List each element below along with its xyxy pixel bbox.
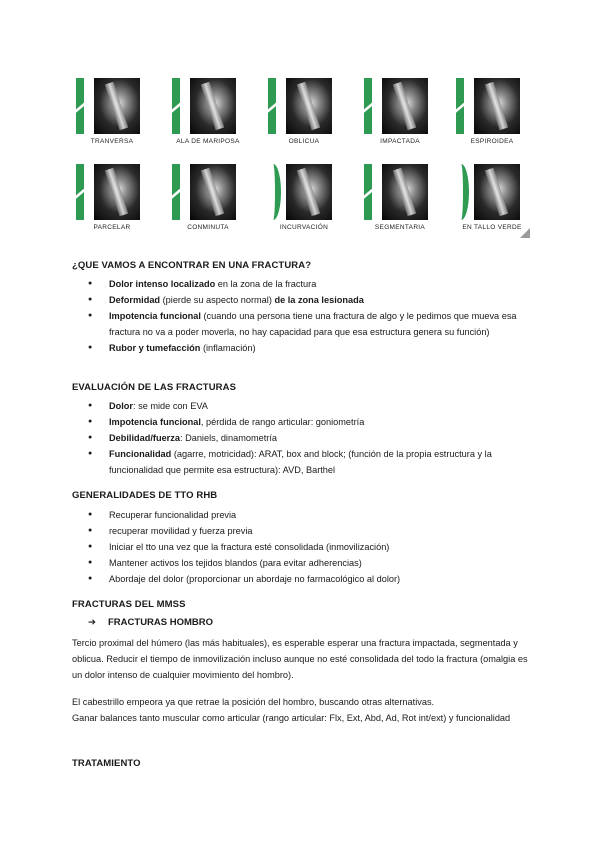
paragraph-balance: Ganar balances tanto muscular como articular (rango articular: Flx, Ext, Abd, Ad, Rot int/ext) y funcionalidad: [72, 713, 511, 723]
list-item: ● Dolor: se mide con EVA: [72, 398, 532, 414]
section-heading-generalities: GENERALIDADES DE TTO RHB: [72, 490, 218, 501]
xray-image: [474, 164, 520, 220]
list-item: ● Dolor intenso localizado en la zona de la fractura: [72, 276, 532, 292]
list-item: ● Debilidad/fuerza: Daniels, dinamometría: [72, 430, 532, 446]
fracture-impacted: [360, 76, 440, 154]
symptoms-list: [72, 276, 532, 356]
fracture-caption: PARCELAR: [93, 224, 131, 231]
fracture-partial: [72, 162, 152, 240]
arrow-right-icon: ➔: [88, 617, 96, 628]
list-item: ● Recuperar funcionalidad previa: [72, 507, 532, 523]
xray-image: [286, 78, 332, 134]
fracture-caption: TRANVERSA: [90, 138, 134, 145]
xray-image: [190, 164, 236, 220]
xray-image: [94, 78, 140, 134]
section-heading-symptoms: ¿QUE VAMOS A ENCONTRAR EN UNA FRACTURA?: [72, 260, 312, 271]
xray-image: [382, 78, 428, 134]
section-heading-evaluation: EVALUACIÓN DE LAS FRACTURAS: [72, 382, 237, 393]
list-item: ● Iniciar el tto una vez que la fractura esté consolidada (inmovilización): [72, 539, 532, 555]
list-item: ● Abordaje del dolor (proporcionar un abordaje no farmacológico al dolor): [72, 571, 532, 587]
list-item: ● Funcionalidad (agarre, motricidad): ARAT, box and block; (función de la propia estructura y la funcionalidad que permite esa estructura): AVD, Barthel: [72, 446, 532, 478]
section-heading-upper-limb: FRACTURAS DEL MMSS: [72, 599, 186, 610]
paragraph-shoulder: Tercio proximal del húmero (las más habituales), es esperable esperar una fractura impactada, segmentada y oblicua. Reducir el tiempo de inmovilización incluso aunque no esté consolidada del todo la fractura (omalgia es un dolor intenso de cualquier movimiento del hombro).: [72, 638, 528, 680]
generalities-list: [72, 507, 532, 587]
xray-image: [474, 78, 520, 134]
fracture-segmental: [360, 162, 440, 240]
page-curl-icon: [520, 228, 530, 238]
subheading-shoulder: ➔ FRACTURAS HOMBRO: [88, 617, 214, 628]
fracture-oblique: [264, 76, 344, 154]
fracture-caption: IMPACTADA: [380, 138, 420, 145]
bone-diagram-icon: [456, 164, 469, 220]
fracture-caption: ALA DE MARIPOSA: [176, 138, 240, 145]
fracture-caption: OBLICUA: [288, 138, 320, 145]
list-item: ● Impotencia funcional (cuando una persona tiene una fractura de algo y le pedimos que mueva esa fractura no va a poder moverla, no hay capacidad para que esa estructura genera su función): [72, 308, 532, 340]
section-heading-treatment: TRATAMIENTO: [72, 758, 141, 769]
fracture-comminuted: [168, 162, 248, 240]
fracture-caption: CONMINUTA: [187, 224, 229, 231]
list-item: ● recuperar movilidad y fuerza previa: [72, 523, 532, 539]
bone-diagram-icon: [268, 164, 281, 220]
list-item: ● Deformidad (pierde su aspecto normal) de la zona lesionada: [72, 292, 532, 308]
xray-image: [94, 164, 140, 220]
list-item: ● Impotencia funcional, pérdida de rango articular: goniometría: [72, 414, 532, 430]
fracture-caption: ESPIROIDEA: [470, 138, 514, 145]
xray-image: [382, 164, 428, 220]
fracture-spiral: [452, 76, 532, 154]
list-item: ● Mantener activos los tejidos blandos (para evitar adherencias): [72, 555, 532, 571]
fracture-caption: SEGMENTARIA: [374, 224, 426, 231]
fracture-butterfly: [168, 76, 248, 154]
figure-row-1: [72, 76, 530, 154]
fracture-caption: INCURVACIÓN: [279, 224, 329, 231]
fracture-types-figure: [72, 76, 530, 238]
evaluation-list: [72, 398, 532, 478]
xray-image: [286, 164, 332, 220]
fracture-caption: EN TALLO VERDE: [462, 224, 522, 231]
xray-image: [190, 78, 236, 134]
list-item: ● Rubor y tumefacción (inflamación): [72, 340, 532, 356]
fracture-transverse: [72, 76, 152, 154]
fracture-bowing: [264, 162, 344, 240]
figure-row-2: [72, 162, 530, 240]
paragraph-sling: El cabestrillo empeora ya que retrae la posición del hombro, buscando otras alternativas.: [72, 697, 435, 707]
